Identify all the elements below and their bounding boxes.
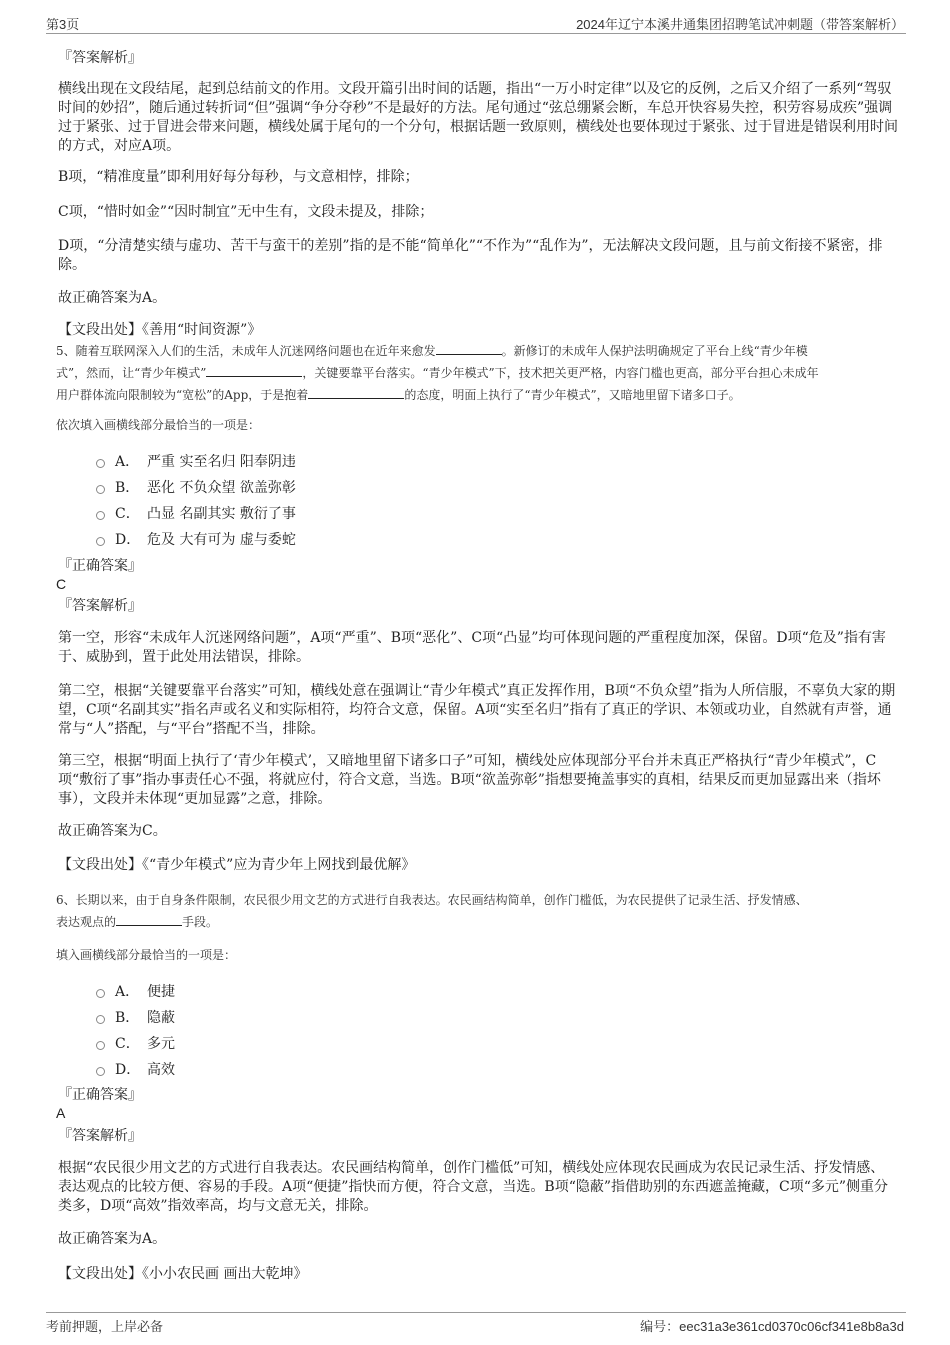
- footer-divider: [46, 1312, 906, 1313]
- q5-stem-line2b: ，关键要靠平台落实。“青少年模式”下，技术把关更严格，内容门槛也更高，部分平台担心未成年: [302, 366, 819, 380]
- q5-conclusion: 故正确答案为C。: [58, 823, 167, 839]
- fill-blank-3: [308, 386, 404, 399]
- option-letter: B．: [115, 480, 140, 496]
- option-text: 隐蔽: [147, 1010, 175, 1026]
- option-letter: D．: [115, 1062, 141, 1078]
- q6-prompt: 填入画横线部分最恰当的一项是：: [56, 948, 237, 962]
- radio-icon[interactable]: [96, 1067, 105, 1076]
- radio-icon[interactable]: [96, 511, 105, 520]
- q5-stem-line2a: 式”，然而，让“青少年模式”: [56, 366, 207, 380]
- option-text: 恶化 不负众望 欲盖弥彰: [147, 480, 296, 496]
- q5-analysis-p2: 第二空，根据“关键要靠平台落实”可知，横线处意在强调让“青少年模式”真正发挥作用，B项“不负众望”指为人所信服，不辜负大家的期望，C项“名副其实”指名声或名义和实际相符，均符合文意，保留。A项“实至名归”指有了真正的学识、本领或功业，自然就有声誉，通常与“人”搭配，与“平台”搭配不当，排除。: [58, 683, 896, 737]
- q5-stem-line1b: 。新修订的未成年人保护法明确规定了平台上线“青少年模: [501, 344, 808, 358]
- q4-analysis-p4: D项，“分清楚实绩与虚功、苦干与蛮干的差别”指的是不能“简单化”“不作为”“乱作为”，无法解决文段问题，且与前文衔接不紧密，排除。: [58, 238, 883, 273]
- fill-blank-1: [436, 342, 502, 355]
- q6-option-d[interactable]: [96, 1059, 175, 1079]
- q6-stem-line2b: 手段。: [182, 915, 219, 929]
- option-text: 便捷: [147, 984, 175, 1000]
- q5-stem: [56, 340, 906, 406]
- option-text: 高效: [147, 1062, 175, 1078]
- option-letter: A．: [115, 454, 140, 470]
- option-text: 严重 实至名归 阳奉阴违: [147, 454, 296, 470]
- q5-stem-line1a: 5、随着互联网深入人们的生活，未成年人沉迷网络问题也在近年来愈发: [56, 344, 436, 358]
- q6-stem-line2a: 表达观点的: [56, 915, 117, 929]
- document-title: 2024年辽宁本溪井通集团招聘笔试冲刺题（带答案解析）: [576, 17, 904, 32]
- radio-icon[interactable]: [96, 1041, 105, 1050]
- q6-analysis-p1: 根据“农民很少用文艺的方式进行自我表达。农民画结构简单，创作门槛低”可知，横线处应体现农民画成为农民记录生活、抒发情感、表达观点的比较方便、容易的手段。A项“便捷”指快而方便，符合文意，当选。B项“隐蔽”指借助别的东西遮盖掩藏，C项“多元”侧重分类多，D项“高效”指效率高，均与文意无关，排除。: [58, 1160, 889, 1214]
- option-letter: D．: [115, 532, 141, 548]
- q5-source: 【文段出处】《“青少年模式”应为青少年上网找到最优解》: [58, 857, 416, 873]
- q4-analysis-p3: C项，“惜时如金”“因时制宜”无中生有，文段未提及，排除；: [58, 204, 434, 220]
- option-text: 危及 大有可为 虚与委蛇: [147, 532, 296, 548]
- q6-option-a[interactable]: [96, 981, 175, 1001]
- fill-blank: [116, 913, 182, 926]
- fill-blank-2: [206, 364, 302, 377]
- radio-icon[interactable]: [96, 1015, 105, 1024]
- header-divider: [46, 33, 906, 34]
- radio-icon[interactable]: [96, 989, 105, 998]
- q5-answer-label: 『正确答案』: [58, 558, 142, 574]
- q6-analysis-label: 『答案解析』: [58, 1128, 142, 1144]
- option-letter: C．: [115, 506, 140, 522]
- q6-option-b[interactable]: [96, 1007, 175, 1027]
- q5-option-b[interactable]: [96, 477, 296, 497]
- radio-icon[interactable]: [96, 537, 105, 546]
- q4-analysis-p1: 横线出现在文段结尾，起到总结前文的作用。文段开篇引出时间的话题，指出“一万小时定律”以及它的反例，之后又介绍了一系列“驾驭时间的妙招”，随后通过转折词“但”强调“争分夺秒”不是最好的方法。尾句通过“弦总绷紧会断，车总开快容易失控，积劳容易成疾”强调过于紧张、过于冒进会带来问题，横线处属于尾句的一个分句，根据话题一致原则，横线处也要体现过于紧张、过于冒进是错误利用时间的方式，对应A项。: [58, 81, 898, 154]
- q5-stem-line3b: 的态度，明面上执行了“青少年模式”，又暗地里留下诸多口子。: [404, 388, 741, 402]
- q5-analysis-label: 『答案解析』: [58, 598, 142, 614]
- q5-answer: C: [56, 576, 67, 592]
- q5-option-a[interactable]: [96, 451, 296, 471]
- option-letter: A．: [115, 984, 140, 1000]
- option-letter: B．: [115, 1010, 140, 1026]
- analysis-label: 『答案解析』: [58, 50, 142, 66]
- q5-stem-line3a: 用户群体流向限制较为“宽松”的App，于是抱着: [56, 388, 309, 402]
- q6-option-c[interactable]: [96, 1033, 175, 1053]
- q4-source: 【文段出处】《善用“时间资源”》: [58, 322, 262, 338]
- q4-conclusion: 故正确答案为A。: [58, 290, 167, 306]
- q6-source: 【文段出处】《小小农民画 画出大乾坤》: [58, 1266, 308, 1282]
- q6-answer-label: 『正确答案』: [58, 1087, 142, 1103]
- radio-icon[interactable]: [96, 459, 105, 468]
- option-text: 多元: [147, 1036, 175, 1052]
- q6-stem: [56, 889, 906, 933]
- q6-answer: A: [56, 1105, 66, 1121]
- option-letter: C．: [115, 1036, 140, 1052]
- q5-analysis-p1: 第一空，形容“未成年人沉迷网络问题”，A项“严重”、B项“恶化”、C项“凸显”均可体现问题的严重程度加深，保留。D项“危及”指有害于、威胁到，置于此处用法错误，排除。: [58, 630, 886, 665]
- q5-analysis-p3: 第三空，根据“明面上执行了‘青少年模式’，又暗地里留下诸多口子”可知，横线处应体现部分平台并未真正严格执行“青少年模式”，C项“敷衍了事”指办事责任心不强，将就应付，符合文意，当选。B项“欲盖弥彰”指想要掩盖事实的真相，结果反而更加显露出来（指坏事），文段并未体现“更加显露”之意，排除。: [58, 753, 881, 807]
- footer-doc-id: 编号：eec31a3e361cd0370c06cf341e8b8a3d: [640, 1319, 904, 1334]
- q5-prompt: 依次填入画横线部分最恰当的一项是：: [56, 418, 261, 432]
- footer-slogan: 考前押题，上岸必备: [46, 1319, 164, 1334]
- option-text: 凸显 名副其实 敷衍了事: [147, 506, 296, 522]
- q4-analysis-p2: B项，“精准度量”即利用好每分每秒，与文意相悖，排除；: [58, 169, 419, 185]
- radio-icon[interactable]: [96, 485, 105, 494]
- page-number: 第3页: [46, 17, 80, 32]
- q6-stem-line1: 6、长期以来，由于自身条件限制，农民很少用文艺的方式进行自我表达。农民画结构简单，创作门槛低，为农民提供了记录生活、抒发情感、: [56, 893, 808, 907]
- q5-option-c[interactable]: [96, 503, 296, 523]
- q6-conclusion: 故正确答案为A。: [58, 1231, 167, 1247]
- q5-option-d[interactable]: [96, 529, 296, 549]
